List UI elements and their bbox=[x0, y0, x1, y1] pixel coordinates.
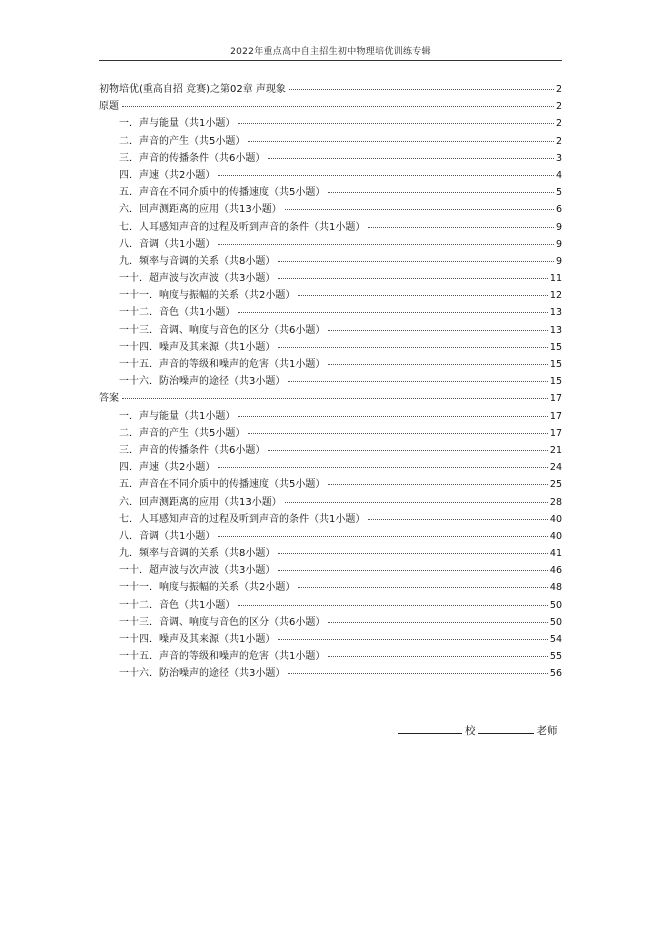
table-of-contents bbox=[99, 80, 562, 682]
toc-dot-leader bbox=[298, 295, 548, 296]
toc-entry[interactable] bbox=[99, 372, 562, 389]
toc-dot-leader bbox=[238, 416, 548, 417]
toc-entry-label: 八．音调（共1小题） bbox=[119, 530, 216, 542]
toc-entry-label: 一十．超声波与次声波（共3小题） bbox=[119, 273, 276, 285]
toc-dot-leader bbox=[285, 502, 548, 503]
toc-entry-page-number: 3 bbox=[555, 152, 562, 164]
toc-entry-page-number: 2 bbox=[555, 84, 562, 95]
toc-dot-leader bbox=[122, 106, 554, 107]
toc-entry-page-number: 41 bbox=[549, 548, 562, 560]
toc-entry[interactable] bbox=[99, 183, 562, 200]
teacher-label: 老师 bbox=[536, 725, 558, 737]
toc-entry-page-number: 21 bbox=[549, 444, 562, 456]
toc-entry-page-number: 9 bbox=[555, 238, 562, 250]
toc-entry-page-number: 15 bbox=[549, 359, 562, 370]
toc-entry[interactable] bbox=[99, 166, 562, 183]
toc-dot-leader bbox=[278, 261, 554, 262]
toc-entry-page-number: 25 bbox=[549, 479, 562, 491]
toc-entry[interactable] bbox=[99, 630, 562, 647]
header-rule bbox=[99, 60, 562, 61]
toc-entry[interactable] bbox=[99, 578, 562, 595]
toc-entry-label: 一十一．响度与振幅的关系（共2小题） bbox=[119, 290, 296, 302]
toc-entry[interactable] bbox=[99, 389, 562, 406]
toc-entry[interactable] bbox=[99, 441, 562, 458]
toc-entry[interactable] bbox=[99, 475, 562, 492]
toc-entry[interactable] bbox=[99, 132, 562, 149]
toc-entry-page-number: 2 bbox=[555, 135, 562, 147]
toc-entry[interactable] bbox=[99, 458, 562, 475]
toc-entry[interactable] bbox=[99, 527, 562, 544]
toc-entry-page-number: 15 bbox=[549, 341, 562, 353]
toc-entry[interactable] bbox=[99, 235, 562, 252]
toc-entry[interactable] bbox=[99, 218, 562, 235]
toc-entry[interactable] bbox=[99, 80, 562, 97]
toc-dot-leader bbox=[298, 587, 548, 588]
page-header: 2022年重点高中自主招生初中物理培优训练专辑 bbox=[230, 47, 431, 57]
toc-dot-leader bbox=[218, 536, 548, 537]
toc-entry-label: 一十五．声音的等级和噪声的危害（共1小题） bbox=[119, 359, 326, 370]
toc-entry-page-number: 9 bbox=[555, 255, 562, 267]
toc-entry-label: 五．声音在不同介质中的传播速度（共5小题） bbox=[119, 479, 326, 491]
toc-entry[interactable] bbox=[99, 561, 562, 578]
toc-entry-page-number: 4 bbox=[555, 169, 562, 181]
toc-entry-label: 一十四．噪声及其来源（共1小题） bbox=[119, 634, 276, 645]
toc-entry-label: 一十．超声波与次声波（共3小题） bbox=[119, 565, 276, 577]
toc-entry-label: 初物培优(重高自招 竞赛)之第02章 声现象 bbox=[99, 84, 286, 95]
toc-entry-page-number: 28 bbox=[549, 496, 562, 508]
toc-dot-leader bbox=[278, 639, 548, 640]
toc-entry-label: 九．频率与音调的关系（共8小题） bbox=[119, 255, 276, 267]
toc-entry[interactable] bbox=[99, 424, 562, 441]
toc-dot-leader bbox=[285, 209, 554, 210]
toc-dot-leader bbox=[278, 553, 548, 554]
toc-dot-leader bbox=[122, 398, 548, 399]
toc-entry-label: 三．声音的传播条件（共6小题） bbox=[119, 444, 266, 456]
toc-entry-page-number: 55 bbox=[549, 651, 562, 663]
toc-dot-leader bbox=[368, 519, 548, 520]
toc-dot-leader bbox=[328, 656, 548, 657]
toc-entry[interactable] bbox=[99, 252, 562, 269]
toc-entry-label: 一十三．音调、响度与音色的区分（共6小题） bbox=[119, 616, 326, 628]
toc-dot-leader bbox=[278, 278, 548, 279]
toc-entry-label: 三．声音的传播条件（共6小题） bbox=[119, 152, 266, 164]
toc-entry[interactable] bbox=[99, 303, 562, 320]
toc-dot-leader bbox=[288, 673, 548, 674]
toc-entry-page-number: 50 bbox=[549, 599, 562, 611]
toc-entry[interactable] bbox=[99, 510, 562, 527]
toc-entry-page-number: 48 bbox=[549, 582, 562, 594]
toc-dot-leader bbox=[278, 347, 548, 348]
toc-entry-page-number: 40 bbox=[549, 513, 562, 525]
toc-dot-leader bbox=[238, 605, 548, 606]
toc-dot-leader bbox=[268, 158, 554, 159]
toc-entry[interactable] bbox=[99, 269, 562, 286]
school-label: 校 bbox=[465, 725, 476, 737]
toc-entry[interactable] bbox=[99, 407, 562, 424]
toc-dot-leader bbox=[328, 622, 548, 623]
toc-entry[interactable] bbox=[99, 97, 562, 114]
toc-entry[interactable] bbox=[99, 493, 562, 510]
toc-entry-label: 一．声与能量（共1小题） bbox=[119, 410, 236, 422]
toc-dot-leader bbox=[289, 89, 554, 90]
toc-entry-page-number: 17 bbox=[549, 393, 562, 405]
toc-entry-page-number: 50 bbox=[549, 616, 562, 628]
toc-entry[interactable] bbox=[99, 200, 562, 217]
toc-entry-page-number: 11 bbox=[549, 273, 562, 285]
toc-entry-page-number: 12 bbox=[549, 290, 562, 302]
toc-entry-page-number: 15 bbox=[549, 376, 562, 388]
toc-entry[interactable] bbox=[99, 114, 562, 131]
toc-dot-leader bbox=[328, 364, 548, 365]
signature-footer bbox=[398, 722, 568, 738]
toc-entry-label: 九．频率与音调的关系（共8小题） bbox=[119, 548, 276, 560]
toc-entry-label: 答案 bbox=[99, 393, 119, 405]
toc-dot-leader bbox=[248, 141, 554, 142]
toc-entry-page-number: 56 bbox=[549, 668, 562, 680]
toc-entry-label: 六．回声测距离的应用（共13小题） bbox=[119, 496, 282, 508]
toc-entry[interactable] bbox=[99, 647, 562, 664]
toc-entry-page-number: 17 bbox=[549, 427, 562, 439]
toc-dot-leader bbox=[268, 450, 548, 451]
toc-dot-leader bbox=[328, 192, 554, 193]
school-blank[interactable] bbox=[398, 722, 462, 734]
toc-entry-label: 一十五．声音的等级和噪声的危害（共1小题） bbox=[119, 651, 326, 663]
toc-entry[interactable] bbox=[99, 544, 562, 561]
toc-entry-label: 八．音调（共1小题） bbox=[119, 238, 216, 250]
toc-entry-label: 一十二．音色（共1小题） bbox=[119, 307, 236, 319]
toc-dot-leader bbox=[328, 484, 548, 485]
toc-dot-leader bbox=[278, 570, 548, 571]
toc-entry-label: 一十六．防治噪声的途径（共3小题） bbox=[119, 376, 286, 388]
toc-entry-label: 一十一．响度与振幅的关系（共2小题） bbox=[119, 582, 296, 594]
toc-entry-page-number: 24 bbox=[549, 462, 562, 474]
toc-entry-label: 六．回声测距离的应用（共13小题） bbox=[119, 204, 282, 216]
toc-entry[interactable] bbox=[99, 149, 562, 166]
toc-dot-leader bbox=[218, 175, 554, 176]
toc-entry-page-number: 9 bbox=[555, 221, 562, 233]
toc-entry[interactable] bbox=[99, 355, 562, 372]
toc-entry-label: 五．声音在不同介质中的传播速度（共5小题） bbox=[119, 187, 326, 199]
toc-entry-label: 四．声速（共2小题） bbox=[119, 462, 216, 474]
toc-entry-label: 二．声音的产生（共5小题） bbox=[119, 135, 246, 147]
toc-entry-page-number: 46 bbox=[549, 565, 562, 577]
toc-entry-label: 一十四．噪声及其来源（共1小题） bbox=[119, 341, 276, 353]
teacher-blank[interactable] bbox=[478, 722, 534, 734]
toc-entry-page-number: 2 bbox=[555, 101, 562, 113]
toc-entry[interactable] bbox=[99, 321, 562, 338]
toc-dot-leader bbox=[328, 330, 548, 331]
toc-entry-label: 一十三．音调、响度与音色的区分（共6小题） bbox=[119, 324, 326, 336]
toc-entry[interactable] bbox=[99, 338, 562, 355]
toc-entry-page-number: 2 bbox=[555, 118, 562, 130]
toc-dot-leader bbox=[238, 312, 548, 313]
toc-entry-label: 一十二．音色（共1小题） bbox=[119, 599, 236, 611]
toc-entry-label: 一十六．防治噪声的途径（共3小题） bbox=[119, 668, 286, 680]
toc-dot-leader bbox=[218, 244, 554, 245]
toc-entry-page-number: 5 bbox=[555, 187, 562, 199]
toc-entry-page-number: 13 bbox=[549, 324, 562, 336]
toc-dot-leader bbox=[288, 381, 548, 382]
toc-entry-page-number: 13 bbox=[549, 307, 562, 319]
toc-entry[interactable] bbox=[99, 613, 562, 630]
toc-entry-page-number: 54 bbox=[549, 634, 562, 645]
toc-entry-page-number: 40 bbox=[549, 530, 562, 542]
toc-dot-leader bbox=[248, 433, 548, 434]
toc-entry[interactable] bbox=[99, 664, 562, 681]
toc-entry[interactable] bbox=[99, 286, 562, 303]
toc-entry-label: 一．声与能量（共1小题） bbox=[119, 118, 236, 130]
toc-dot-leader bbox=[238, 123, 554, 124]
toc-entry-page-number: 6 bbox=[555, 204, 562, 216]
toc-entry-label: 七．人耳感知声音的过程及听到声音的条件（共1小题） bbox=[119, 513, 366, 525]
toc-entry-label: 四．声速（共2小题） bbox=[119, 169, 216, 181]
toc-entry[interactable] bbox=[99, 596, 562, 613]
toc-dot-leader bbox=[218, 467, 548, 468]
toc-entry-page-number: 17 bbox=[549, 410, 562, 422]
toc-entry-label: 二．声音的产生（共5小题） bbox=[119, 427, 246, 439]
toc-dot-leader bbox=[368, 227, 554, 228]
toc-entry-label: 七．人耳感知声音的过程及听到声音的条件（共1小题） bbox=[119, 221, 366, 233]
toc-entry-label: 原题 bbox=[99, 101, 119, 113]
